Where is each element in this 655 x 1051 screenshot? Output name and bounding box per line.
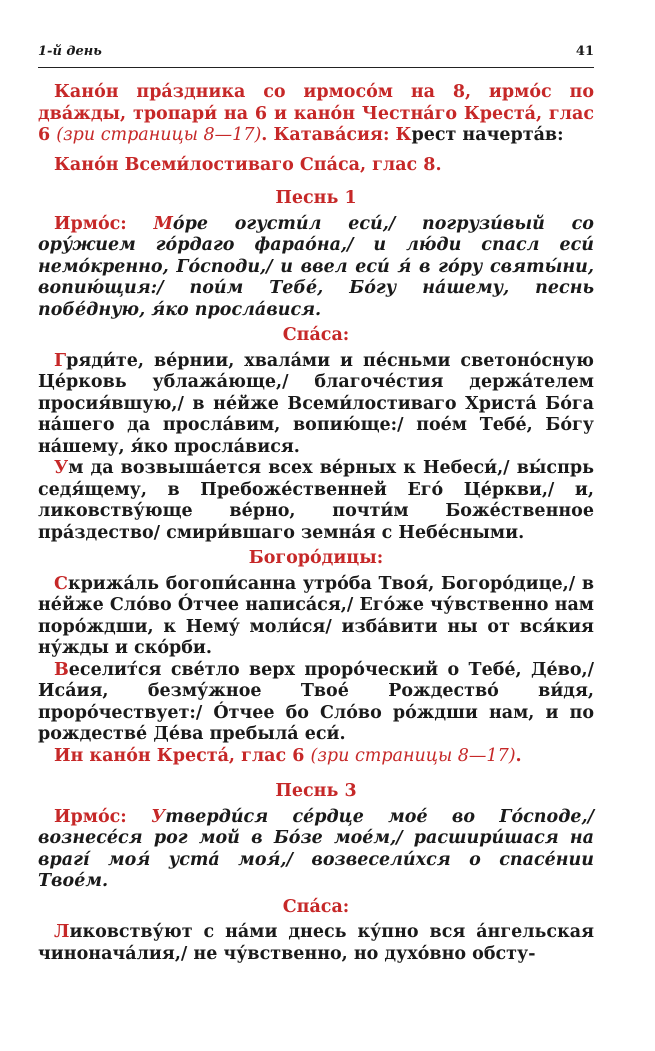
in-canon-end: . [515, 745, 522, 766]
irmos-label: Ирмóс: [54, 806, 152, 827]
intro-reference: (зри страницы 8—17) [56, 125, 262, 145]
in-canon-text: Ин канóн Крестá, глас 6 [54, 745, 311, 766]
theotokion [38, 574, 594, 660]
theotokion-initial: С [54, 573, 68, 594]
spasa-heading: Спáса: [282, 325, 350, 345]
page-number: 41 [575, 44, 594, 59]
song3-title: Песнь 3 [275, 781, 357, 801]
troparion-initial: У [54, 458, 69, 478]
theotokion-initial: В [54, 659, 69, 680]
troparion [38, 458, 594, 544]
irmos-label: Ирмóс: [54, 213, 154, 234]
in-canon-reference: (зри страницы 8—17) [310, 745, 516, 766]
irmos-initial: У [151, 806, 166, 827]
page [38, 44, 594, 965]
katavasia-initial: К [395, 125, 412, 145]
theotokion-text: еселит́ся свéтло верх прорóческий о Тебé, Дéво,/ Исáия, безму́жное Твоé Рождествó ви́дя, прорóчествует:/ Óтчее бо Слóво рóждши нам, и по рождествé Дéва пребыла́ еси́. [38, 659, 594, 744]
canon-title: Канóн Всеми́лостиваго Спáса, глас 8. [54, 154, 442, 175]
intro-rubric [38, 82, 594, 147]
spasa-heading: Спáса: [282, 896, 350, 917]
irmos-text: óре огусти́л еси́,/ погрузи́вый со ору́жием гóрдаго фарaóна,/ и лю́ди спасл еси́ немóкренно, Гóсподи,/ и ввел еси́ я́ в гóру святы́ни, вопию́щия:/ пои́м Тебé, Бóгу нáшему, песнь побéдную, я́ко прослáвися. [38, 213, 594, 320]
theotokion-text: крижáль богопи́санна утрóба Твоя́, Богорóдице,/ в нéйже Слóво Óтчее написáся,/ Егóже чу́вственно нам порóждши, к Нему́ моли́ся/ избáвити ны от вся́кия ну́жды и скóрби. [38, 573, 594, 658]
irmos-initial: М [153, 213, 173, 234]
theotokos-heading: Богорóдицы: [248, 548, 384, 568]
irmos-text: тверди́ся сéрдце моé во Гóсподе,/ вознесéся рог мой в Бóзе моéм,/ расшири́шася на врагí моя́ устá моя́,/ возвесели́хся о спасéнии Твоéм. [38, 806, 594, 891]
page-header [38, 44, 594, 68]
in-canon-rubric [38, 746, 594, 768]
song3-irmos [38, 807, 594, 893]
troparion-text: иковству́ют с нáми днесь ку́пно вся áнгельская чиноначáлия,/ не чу́вственно, но духóвно обсту- [38, 922, 594, 964]
katavasia-text: рест начертáв: [411, 125, 564, 145]
running-title: 1-й день [38, 44, 102, 59]
katavasia-label: . Катавáсия: [261, 125, 396, 145]
troparion-text: м да возвыша́ется всех вéрных к Небеси́,/ вы́спрь седя́щему, в Пребожéственней Егó Цéркви,/ и, ликовству́юще вéрно, почти́м Божéственное прáздество/ смири́вшаго земна́я с Небéсными. [38, 458, 594, 543]
intro-rubric-red: Канóн прáздника со ирмосóм на 8, ирмóс по двáжды, тропари́ на 6 и канóн Честнáго Крестá, глас 6 [38, 82, 594, 145]
troparion [38, 922, 594, 965]
song1-irmos [38, 214, 594, 322]
theotokion [38, 660, 594, 746]
troparion [38, 351, 594, 459]
troparion-text: ряди́те, вéрнии, хвалáми и пéсньми светонóсную Цéрковь ублажáюще,/ благочéстия держáтелем просия́вшую,/ в нéйже Всеми́лостиваго Христá Бóга нáшего да прослáвим, вопию́ще:/ поéм Тебé, Бóгу нáшему, я́ко прослáвися. [38, 350, 594, 457]
troparion-initial: Г [54, 350, 67, 371]
troparion-initial: Л [54, 922, 70, 942]
song1-title: Песнь 1 [275, 188, 357, 208]
